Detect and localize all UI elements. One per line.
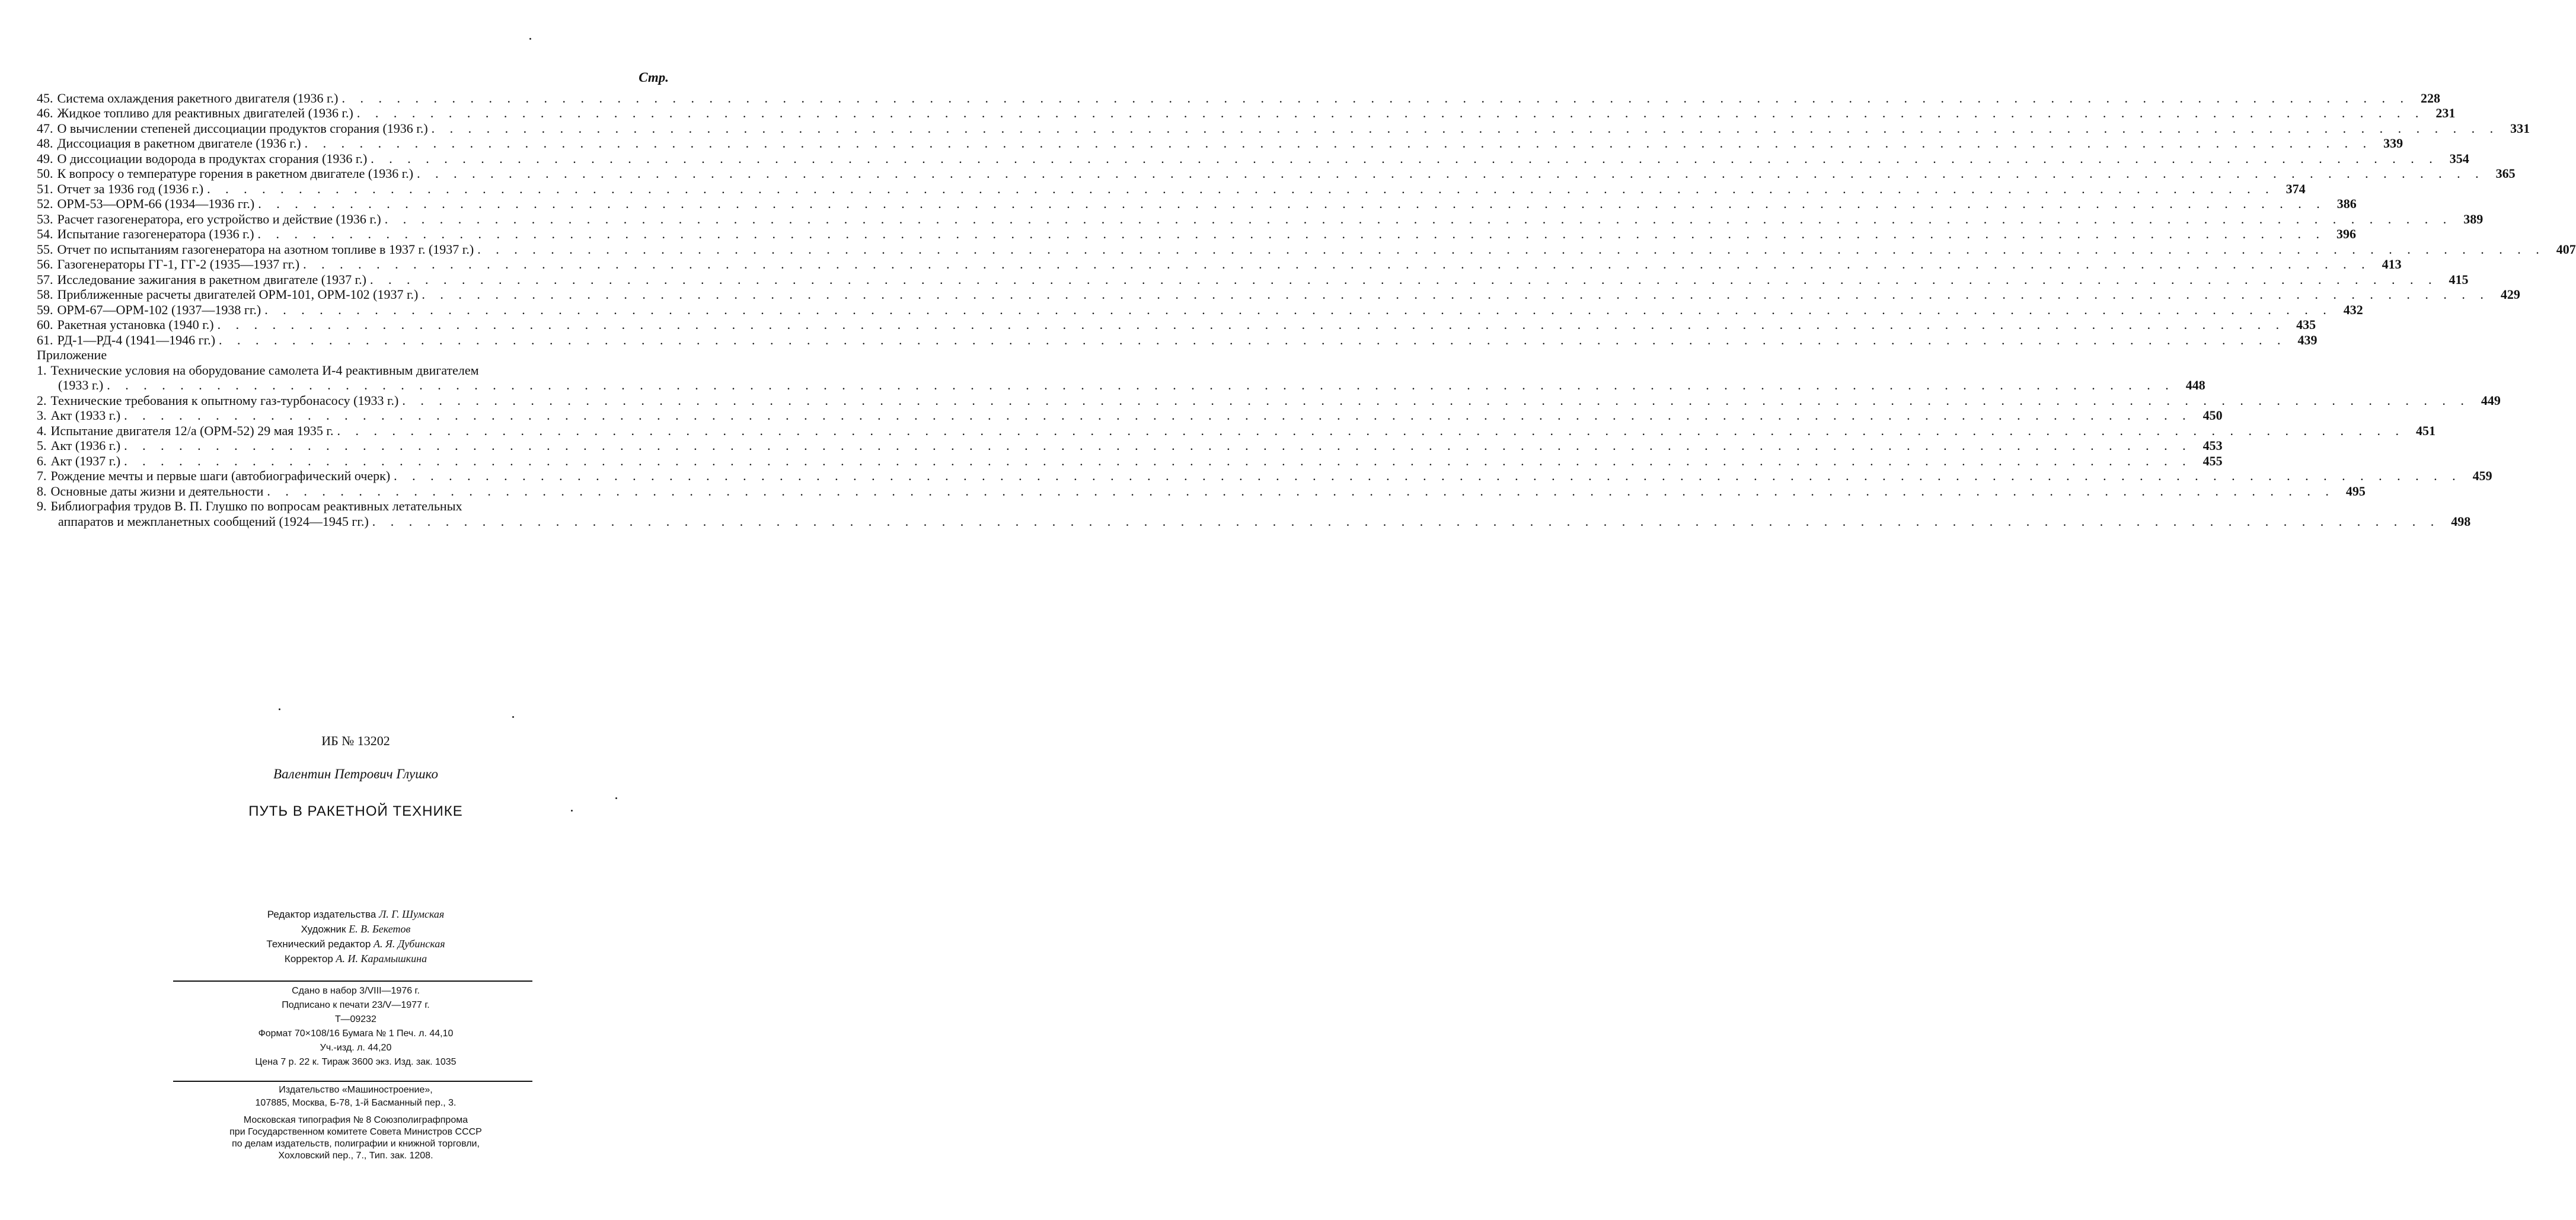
entry-page: 432 xyxy=(2343,302,2363,317)
toc-row xyxy=(37,181,2306,196)
entry-title: К вопросу о температуре горения в ракетном двигателе (1936 г.) xyxy=(57,166,414,181)
toc-row xyxy=(37,378,2205,393)
dot-leader xyxy=(477,242,2545,257)
toc-row xyxy=(37,438,2223,453)
staff-line xyxy=(0,937,711,951)
appendix-page: 450 xyxy=(2202,408,2223,423)
toc-row xyxy=(37,211,2484,226)
entry-number: 49. xyxy=(37,151,53,166)
entry-title: Расчет газогенератора, его устройство и действие (1936 г.) xyxy=(57,211,381,226)
entry-title: Диссоциация в ракетном двигателе (1936 г.) xyxy=(57,136,301,151)
entry-number: 50. xyxy=(37,166,53,181)
staff-credits xyxy=(0,907,711,966)
entry-title: Ракетная установка (1940 г.) xyxy=(57,317,214,332)
appendix-page: 455 xyxy=(2202,453,2223,468)
entry-page: 231 xyxy=(2435,106,2456,120)
appendix-heading: Приложение xyxy=(37,347,107,362)
toc-row xyxy=(37,317,2316,333)
dot-leader xyxy=(371,151,2438,166)
toc-row xyxy=(37,166,2516,181)
entry-title: Отчет за 1936 год (1936 г.) xyxy=(57,181,204,196)
printer-line: Московская типография № 8 Союзполиграфпрома xyxy=(243,1115,468,1125)
appendix-number: 6. xyxy=(37,453,47,468)
entry-page: 415 xyxy=(2449,272,2469,287)
entry-page: 396 xyxy=(2336,226,2357,241)
ib-number: ИБ № 13202 xyxy=(321,733,390,748)
entry-title: Система охлаждения ракетного двигателя (1936 г.) xyxy=(57,90,339,106)
dot-leader xyxy=(370,272,2438,287)
entry-number: 56. xyxy=(37,257,53,272)
appendix-page: 449 xyxy=(2481,392,2501,408)
toc-row xyxy=(37,106,2456,121)
dot-leader xyxy=(264,302,2332,317)
appendix-title: Испытание двигателя 12/а (ОРМ-52) 29 мая 1935 г. xyxy=(50,423,334,438)
appendix-number: 3. xyxy=(37,408,47,423)
toc-row xyxy=(37,302,2363,317)
production-line: Подписано к печати 23/V—1977 г. xyxy=(282,1000,430,1010)
staff-name: Е. В. Бекетов xyxy=(349,923,411,935)
dot-leader xyxy=(218,317,2285,332)
staff-name: А. Я. Дубинская xyxy=(374,938,445,950)
toc-row xyxy=(37,513,2471,529)
dot-leader xyxy=(385,212,2453,226)
entry-page: 439 xyxy=(2297,332,2318,347)
toc-row xyxy=(37,90,2440,106)
entry-page: 365 xyxy=(2495,166,2516,181)
printer-line: Хохловский пер., 7., Тип. зак. 1208. xyxy=(278,1151,433,1161)
appendix-page: 459 xyxy=(2472,468,2492,483)
publisher-line: Издательство «Машиностроение», xyxy=(279,1085,433,1095)
appendix-number: 5. xyxy=(37,438,47,453)
production-line: Сдано в набор 3/VIII—1976 г. xyxy=(292,986,420,996)
toc-row xyxy=(37,468,2492,484)
appendix-page: 453 xyxy=(2202,438,2223,453)
entry-number: 47. xyxy=(37,120,53,136)
production-line: Цена 7 р. 22 к. Тираж 3600 экз. Изд. зак. 1035 xyxy=(255,1057,457,1067)
printer-info xyxy=(0,1114,711,1162)
appendix-title: Акт (1933 г.) xyxy=(50,408,121,423)
production-line: Уч.-изд. л. 44,20 xyxy=(320,1043,392,1053)
appendix-title: Рождение мечты и первые шаги (автобиографический очерк) xyxy=(50,468,391,483)
appendix-page: 498 xyxy=(2451,513,2471,529)
dot-leader xyxy=(422,287,2489,302)
dot-leader xyxy=(258,226,2326,241)
toc-row xyxy=(37,332,2318,347)
dot-leader xyxy=(207,181,2275,196)
toc-row xyxy=(37,226,2357,242)
appendix-page: 448 xyxy=(2185,378,2205,392)
entry-page: 407 xyxy=(2556,241,2576,257)
production-details xyxy=(0,984,711,1069)
divider-rule xyxy=(173,1081,532,1082)
toc-row xyxy=(37,453,2223,468)
toc-row xyxy=(37,136,2403,151)
production-line: Формат 70×108/16 Бумага № 1 Печ. л. 44,10 xyxy=(258,1029,454,1039)
entry-number: 53. xyxy=(37,211,53,226)
entry-number: 46. xyxy=(37,106,53,120)
staff-line xyxy=(0,922,711,937)
dot-leader xyxy=(267,484,2335,499)
appendix-title: Основные даты жизни и деятельности xyxy=(50,483,264,499)
entry-title: Отчет по испытаниям газогенератора на азотном топливе в 1937 г. (1937 г.) xyxy=(57,241,474,257)
appendix-number: 7. xyxy=(37,468,47,483)
printer-line: при Государственном комитете Совета Министров СССР xyxy=(229,1127,482,1137)
printer-line: по делам издательств, полиграфии и книжной торговли, xyxy=(232,1139,480,1149)
toc-row xyxy=(37,483,2366,499)
toc-row xyxy=(37,151,2469,166)
entry-title: О диссоциации водорода в продуктах сгорания (1936 г.) xyxy=(57,151,368,166)
staff-name: Л. Г. Шумская xyxy=(379,908,445,920)
appendix-number: 1. xyxy=(37,362,47,378)
entry-page: 413 xyxy=(2382,257,2402,272)
appendix-title: Технические требования к опытному газ-турбонасосу (1933 г.) xyxy=(50,392,399,408)
appendix-number: 2. xyxy=(37,392,47,408)
dot-leader xyxy=(258,196,2326,211)
toc-row xyxy=(37,287,2520,302)
dot-leader xyxy=(417,166,2485,181)
toc-row xyxy=(37,120,2530,136)
entry-number: 61. xyxy=(37,332,53,347)
dot-leader xyxy=(357,106,2425,120)
staff-role: Технический редактор xyxy=(266,938,371,950)
appendix-title-continued: (1933 г.) xyxy=(58,378,104,392)
entry-number: 55. xyxy=(37,241,53,257)
scan-speck xyxy=(615,797,617,799)
staff-line xyxy=(0,907,711,922)
staff-name: А. И. Карамышкина xyxy=(336,953,427,964)
dot-leader xyxy=(303,257,2371,272)
author-name: Валентин Петрович Глушко xyxy=(273,767,438,781)
appendix-title: Акт (1936 г.) xyxy=(50,438,121,453)
staff-role: Художник xyxy=(301,924,346,935)
entry-page: 429 xyxy=(2500,287,2520,302)
entry-title: Газогенераторы ГГ-1, ГГ-2 (1935—1937 гг.) xyxy=(57,257,300,272)
publisher-line: 107885, Москва, Б-78, 1-й Басманный пер., 3. xyxy=(255,1098,457,1108)
publisher-info xyxy=(0,1084,711,1110)
scan-speck xyxy=(279,708,280,710)
entry-title: Жидкое топливо для реактивных двигателей (1936 г.) xyxy=(57,106,353,120)
scan-speck xyxy=(529,38,531,40)
dot-leader xyxy=(107,378,2175,392)
entry-number: 52. xyxy=(37,196,53,211)
appendix-number: 4. xyxy=(37,423,47,438)
entry-page: 354 xyxy=(2449,151,2469,166)
toc-row xyxy=(37,423,2435,438)
appendix-number: 8. xyxy=(37,483,47,499)
dot-leader xyxy=(124,438,2192,453)
dot-leader xyxy=(394,468,2462,483)
entry-number: 58. xyxy=(37,287,53,302)
toc-row xyxy=(37,272,2469,287)
entry-number: 59. xyxy=(37,302,53,317)
divider-rule xyxy=(173,981,532,982)
scan-speck xyxy=(571,810,573,812)
entry-number: 60. xyxy=(37,317,53,332)
entry-page: 386 xyxy=(2336,196,2357,211)
toc-row xyxy=(37,257,2402,272)
scan-speck xyxy=(512,716,514,718)
appendix-title: Библиография трудов В. П. Глушко по вопросам реактивных летательных xyxy=(50,499,462,513)
dot-leader xyxy=(337,423,2405,438)
staff-role: Редактор издательства xyxy=(267,909,376,920)
entry-title: Испытание газогенератора (1936 г.) xyxy=(57,226,254,241)
book-title: ПУТЬ В РАКЕТНОЙ ТЕХНИКЕ xyxy=(248,803,463,819)
toc-row xyxy=(37,241,2576,257)
entry-title: РД-1—РД-4 (1941—1946 гг.) xyxy=(57,332,216,347)
appendix-page: 451 xyxy=(2415,423,2435,438)
toc-row xyxy=(37,499,671,514)
appendix-number: 9. xyxy=(37,499,47,513)
staff-role: Корректор xyxy=(284,953,333,964)
dot-leader xyxy=(124,453,2192,468)
toc-row xyxy=(37,408,2223,423)
toc-row xyxy=(37,347,671,363)
entry-page: 228 xyxy=(2420,90,2440,106)
dot-leader xyxy=(219,333,2287,347)
production-line: Т—09232 xyxy=(335,1014,376,1024)
entry-page: 435 xyxy=(2296,317,2316,332)
entry-page: 374 xyxy=(2285,181,2306,196)
entry-title: Приближенные расчеты двигателей ОРМ-101, ОРМ-102 (1937 г.) xyxy=(57,287,419,302)
entry-number: 57. xyxy=(37,272,53,287)
appendix-title: Технические условия на оборудование самолета И-4 реактивным двигателем xyxy=(50,362,479,378)
dot-leader xyxy=(372,514,2440,529)
entry-title: ОРМ-67—ОРМ-102 (1937—1938 гг.) xyxy=(57,302,261,317)
entry-title: ОРМ-53—ОРМ-66 (1934—1936 гг.) xyxy=(57,196,255,211)
entry-number: 45. xyxy=(37,90,53,106)
entry-number: 54. xyxy=(37,226,53,241)
toc-row xyxy=(37,196,2357,212)
entry-number: 51. xyxy=(37,181,53,196)
entry-page: 339 xyxy=(2383,136,2403,151)
toc-list xyxy=(37,90,2576,529)
entry-number: 48. xyxy=(37,136,53,151)
appendix-title-continued: аппаратов и межпланетных сообщений (1924—1945 гг.) xyxy=(58,513,369,529)
dot-leader xyxy=(305,136,2373,151)
entry-page: 389 xyxy=(2463,211,2484,226)
dot-leader xyxy=(341,91,2409,106)
staff-line xyxy=(0,951,711,966)
toc-row xyxy=(37,362,671,378)
entry-title: О вычислении степеней диссоциации продуктов сгорания (1936 г.) xyxy=(57,120,428,136)
entry-page: 331 xyxy=(2510,120,2530,136)
page-column-header: Стр. xyxy=(639,70,669,85)
dot-leader xyxy=(432,121,2500,136)
toc-row xyxy=(37,392,2501,408)
appendix-page: 495 xyxy=(2345,483,2366,499)
dot-leader xyxy=(124,408,2192,423)
dot-leader xyxy=(402,393,2470,408)
entry-title: Исследование зажигания в ракетном двигателе (1937 г.) xyxy=(57,272,366,287)
appendix-title: Акт (1937 г.) xyxy=(50,453,121,468)
